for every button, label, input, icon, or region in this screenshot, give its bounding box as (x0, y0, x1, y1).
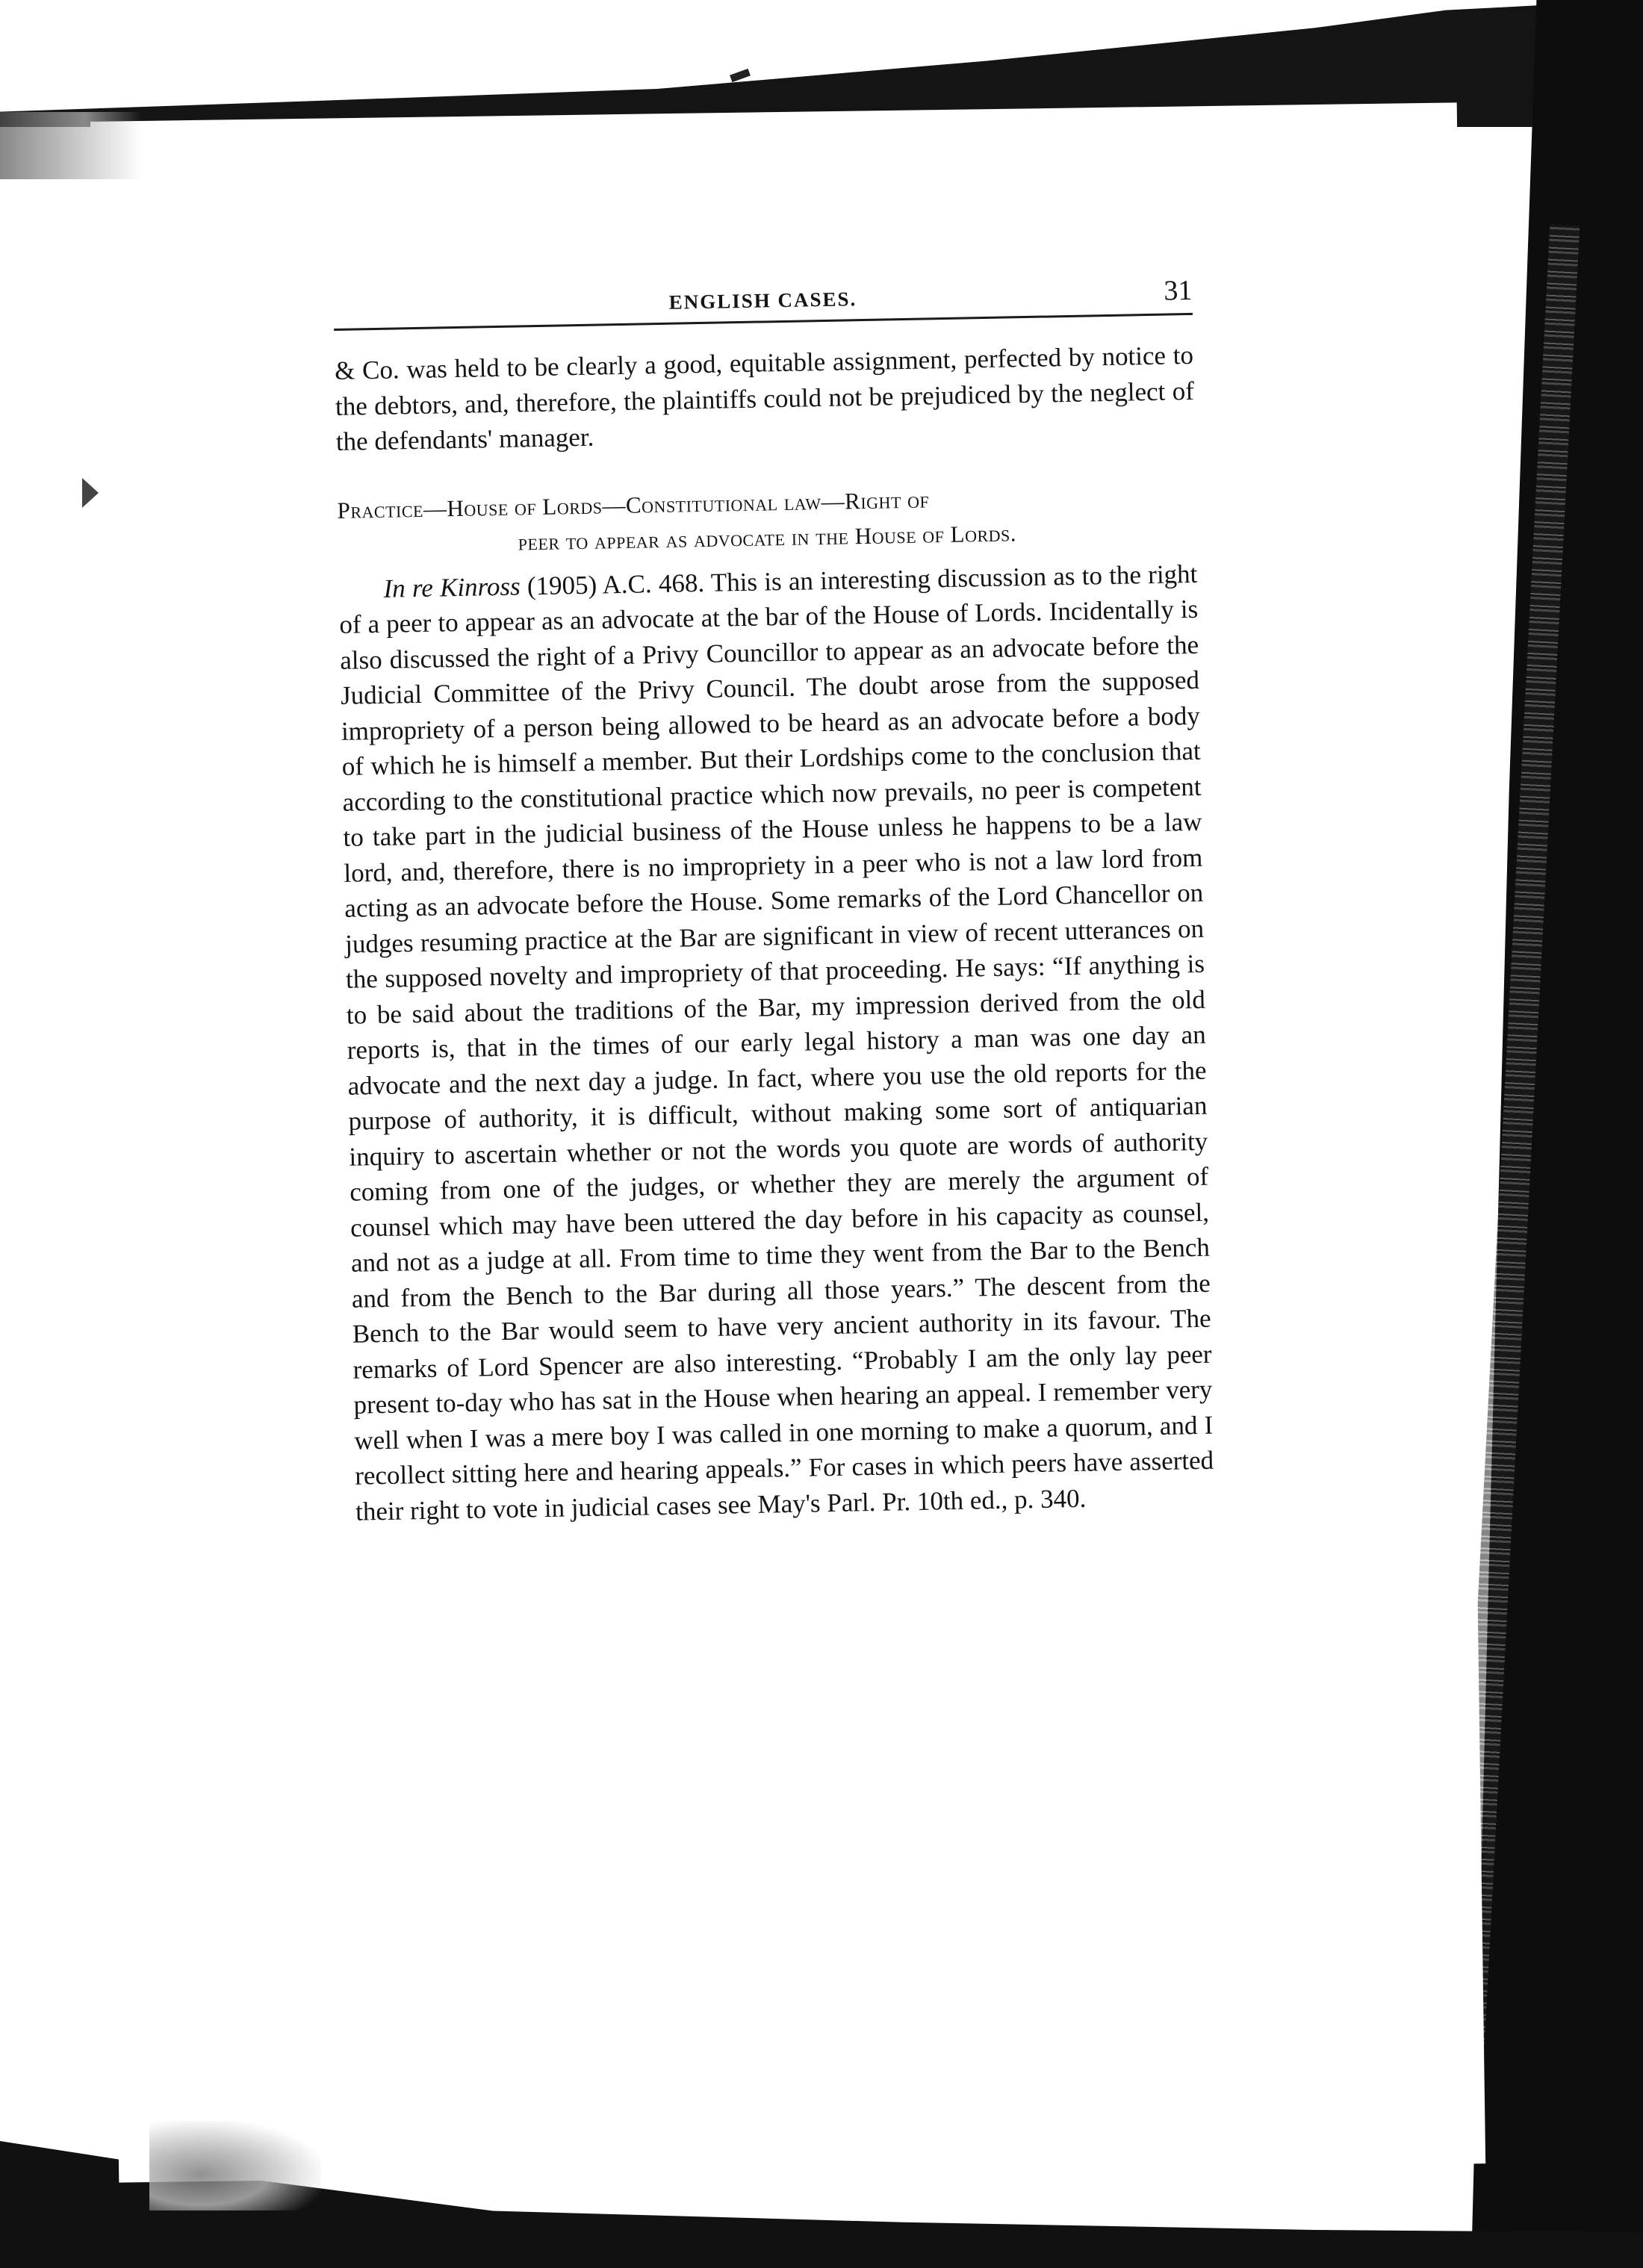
bottom-left-smudge (149, 2121, 321, 2210)
text-column (333, 268, 1214, 1529)
top-left-smudge (0, 112, 142, 179)
case-body: This is an interesting discussion as to the right of a peer to appear as an advocate at the bar of the House of Lords. Incidentally is also discussed the right of a Privy Councillor to appear as an advocate before the Judicial Committee of the Privy Council. The doubt arose from the supposed impropriety of a person being allowed to be heard as an advocate before a body of which he is himself a member. But their Lordships come to the conclusion that according to the constitutional practice which now prevails, no peer is competent to take part in the judicial business of the House unless he happens to be a law lord, and, therefore, there is no impropriety in a peer who is not a law lord from acting as an advocate before the House. Some remarks of the Lord Chancellor on judges resuming practice at the Bar are significant in view of recent utterances on the supposed novelty and impropriety of that proceeding. He says: “If anything is to be said about the traditions of the Bar, my impression derived from the old reports is, that in the times of our early legal history a man was one day an advocate and the next day a judge. In fact, where you use the old reports for the purpose of authority, it is difficult, without making some sort of antiquarian inquiry to ascertain whether or not the words you quote are words of authority coming from one of the judges, or whether they are merely the argument of counsel which may have been uttered the day before in his capacity as counsel, and not as a judge at all. From time to time they went from the Bar to the Bench and from the Bench to the Bar during all those years.” The descent from the Bench to the Bar would seem to have very ancient authority in its favour. The remarks of Lord Spencer are also interesting. “Probably I am the only lay peer present to-day who has sat in the House when hearing an appeal. I remember very well when I was a mere boy I was called in one morning to make a quorum, and I recollect sitting here and hearing appeals.” For cases in which peers have asserted their right to vote in judicial cases see May's Parl. Pr. 10th ed., p. 340. (339, 559, 1214, 1526)
case-paragraph (338, 556, 1214, 1529)
section-heading-line-2: peer to appear as advocate in the House of Lords. (518, 519, 1017, 556)
section-heading (337, 476, 1197, 562)
case-citation: (1905) A.C. 468. (527, 568, 705, 600)
case-name: In re Kinross (383, 571, 521, 603)
section-heading-line-1: Practice—House of Lords—Constitutional law—Right of (337, 485, 930, 523)
running-head-title: ENGLISH CASES. (668, 288, 857, 314)
continuation-paragraph: & Co. was held to be clearly a good, equitable assignment, perfected by notice to the debtors, and, therefore, the plaintiffs could not be prejudiced by the neglect of the defendants' manager. (334, 340, 1195, 456)
top-mark (730, 69, 751, 82)
page-number: 31 (1163, 274, 1193, 307)
